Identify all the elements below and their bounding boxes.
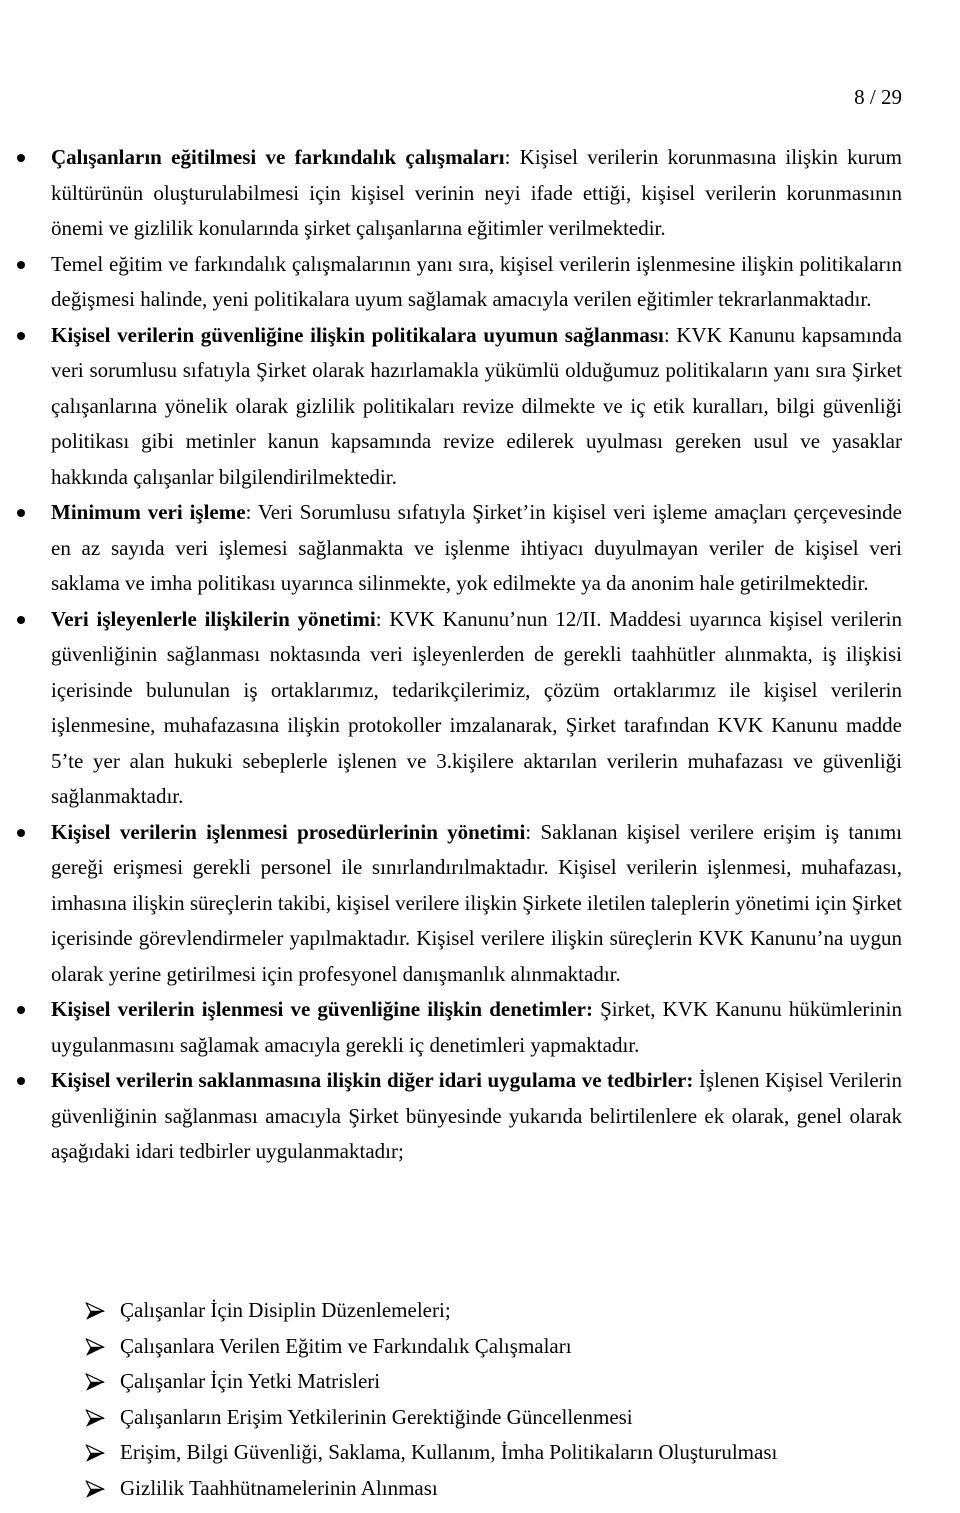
arrow-list-item — [120, 1293, 960, 1329]
bullet-text: KVK Kanunu kapsamında veri sorumlusu sıfatıyla Şirket olarak hazırlamakla yükümlü olduğumuz politikaların yanı sıra Şirket çalışanlarına yönelik olarak gizlilik politikaları revize dilmekte ve iç etik kuralları, bilgi güvenliği politikası gibi metinler kanun kapsamında revize edilerek uyulması gereken usul ve yasaklar hakkında çalışanlar bilgilendirilmektedir. — [51, 322, 902, 489]
arrowhead-bullet-icon — [84, 1329, 106, 1365]
bullet-item — [51, 495, 902, 602]
bullet-dot-icon — [17, 154, 25, 162]
bullet-separator: : — [504, 145, 520, 169]
bullet-item — [51, 602, 902, 815]
bullet-title: Minimum veri işleme — [51, 500, 246, 524]
arrow-bullet-list — [0, 1293, 960, 1507]
bullet-item — [51, 1063, 902, 1170]
bullet-text: KVK Kanunu’nun 12/II. Maddesi uyarınca kişisel verilerin güvenliğinin sağlanması noktasında veri işleyenlerden de gerekli taahhütler alınmakta, iş ilişkisi içerisinde bulunulan iş ortaklarımız, tedarikçilerimiz, çözüm ortaklarımız ile kişisel verilerin işlenmesine, muhafazasına ilişkin protokoller imzalanarak, Şirket tarafından KVK Kanunu madde 5’te yer alan hukuki sebeplerle işlenen ve 3.kişilere aktarılan verilerin muhafazası ve güvenliği sağlanmaktadır. — [51, 606, 902, 808]
arrowhead-bullet-icon — [84, 1364, 106, 1400]
bullet-title: Çalışanların eğitilmesi ve farkındalık çalışmaları — [51, 145, 505, 169]
arrow-item-text: Çalışanlar İçin Disiplin Düzenlemeleri; — [120, 1298, 451, 1322]
bullet-text: İşlenen Kişisel Verilerin güvenliğinin sağlanması amacıyla Şirket bünyesinde yukarıda belirtilenlere ek olarak, genel olarak aşağıdaki idari tedbirler uygulanmaktadır; — [51, 1068, 902, 1163]
bullet-item — [51, 992, 902, 1063]
arrowhead-bullet-icon — [84, 1400, 106, 1436]
bullet-dot-icon — [17, 1006, 25, 1014]
bullet-separator: : — [375, 606, 390, 631]
arrow-list-item — [120, 1329, 960, 1365]
arrow-list-item — [120, 1400, 960, 1436]
bullet-dot-icon — [17, 1077, 25, 1085]
arrow-item-text: Çalışanlara Verilen Eğitim ve Farkındalık Çalışmaları — [120, 1333, 572, 1358]
bullet-separator: : — [663, 322, 677, 347]
arrowhead-bullet-icon — [84, 1435, 106, 1471]
bullet-text: Kişisel verilerin korunmasına ilişkin kurum kültürünün oluşturulabilmesi için kişisel verinin neyi ifade ettiği, kişisel verilerin korunmasının önemi ve gizlilik konularında şirket çalışanlarına eğitimler verilmektedir. — [51, 145, 903, 240]
bullet-dot-icon — [17, 332, 25, 340]
bullet-title: Kişisel verilerin işlenmesi ve güvenliğine ilişkin denetimler: — [51, 997, 593, 1021]
bullet-title: Kişisel verilerin işlenmesi prosedürlerinin yönetimi — [51, 819, 526, 844]
bullet-text: Saklanan kişisel verilere erişim iş tanımı gereği erişmesi gerekli personel ile sınırlandırılmaktadır. Kişisel verilerin işlenmesi, muhafazası, imhasına ilişkin süreçlerin takibi, kişisel verilere ilişkin Şirkete iletilen taleplerin yönetimi için Şirket içerisinde görevlendirmeler yapılmaktadır. Kişisel verilere ilişkin süreçlerin KVK Kanunu’na uygun olarak yerine getirilmesi için profesyonel danışmanlık alınmaktadır. — [51, 819, 902, 986]
arrow-list-item — [120, 1364, 960, 1400]
bullet-item — [51, 815, 902, 993]
bullet-separator: : — [525, 819, 541, 844]
arrowhead-bullet-icon — [84, 1471, 106, 1507]
bullet-item — [51, 247, 902, 318]
bullet-title: Kişisel verilerin saklanmasına ilişkin diğer idari uygulama ve tedbirler: — [51, 1068, 694, 1092]
bullet-list — [0, 140, 960, 1170]
bullet-dot-icon — [17, 509, 25, 517]
arrow-item-text: Erişim, Bilgi Güvenliği, Saklama, Kullanım, İmha Politikaların Oluşturulması — [120, 1440, 778, 1465]
arrowhead-bullet-icon — [84, 1293, 106, 1329]
arrow-item-text: Çalışanlar İçin Yetki Matrisleri — [120, 1369, 381, 1394]
bullet-dot-icon — [17, 261, 25, 269]
bullet-item — [51, 318, 902, 496]
arrow-item-text: Çalışanların Erişim Yetkilerinin Gerektiğinde Güncellenmesi — [120, 1404, 633, 1429]
bullet-title: Kişisel verilerin güvenliğine ilişkin politikalara uyumun sağlanması — [51, 322, 664, 347]
bullet-text: Veri Sorumlusu sıfatıyla Şirket’in kişisel veri işleme amaçları çerçevesinde en az sayıda veri işlemesi sağlanmakta ve işlenme ihtiyacı duyulmayan veriler de kişisel veri saklama ve imha politikası uyarınca silinmekte, yok edilmekte ya da anonim hale getirilmektedir. — [51, 500, 902, 595]
bullet-title: Veri işleyenlerle ilişkilerin yönetimi — [51, 606, 376, 631]
bullet-dot-icon — [17, 829, 25, 837]
bullet-separator: : — [245, 500, 258, 524]
arrow-list-item — [120, 1435, 960, 1471]
bullet-item — [51, 140, 902, 247]
bullet-text: Temel eğitim ve farkındalık çalışmalarının yanı sıra, kişisel verilerin işlenmesine ilişkin politikaların değişmesi halinde, yeni politikalara uyum sağlamak amacıyla verilen eğitimler tekrarlanmaktadır. — [51, 251, 902, 311]
arrow-list-item — [120, 1471, 960, 1507]
arrow-item-text: Gizlilik Taahhütnamelerinin Alınması — [120, 1475, 438, 1500]
bullet-text: Şirket, KVK Kanunu hükümlerinin uygulanmasını sağlamak amacıyla gerekli iç denetimleri yapmaktadır. — [51, 997, 903, 1057]
bullet-dot-icon — [17, 616, 25, 624]
page-number: 8 / 29 — [854, 85, 902, 109]
